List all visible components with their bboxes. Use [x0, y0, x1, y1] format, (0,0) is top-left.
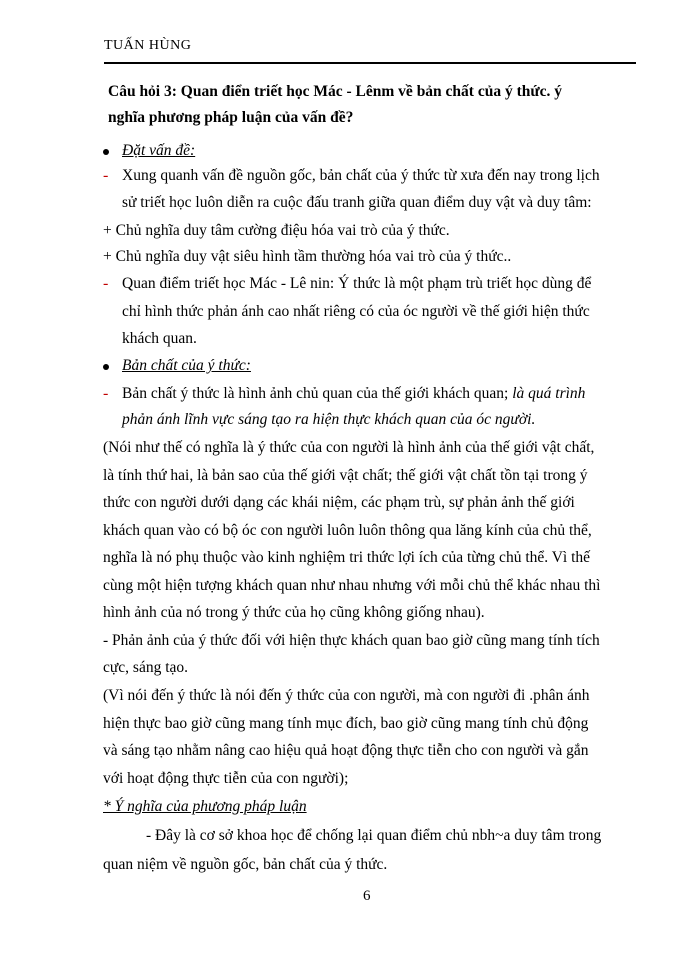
paragraph-line: và sáng tạo nhằm nâng cao hiệu quả hoạt động thực tiễn cho con người và gắn [103, 742, 589, 759]
header-title: TUẤN HÙNG [104, 38, 192, 53]
paragraph-line [122, 384, 585, 404]
bullet-icon [103, 364, 109, 370]
section-heading-y-nghia: * Ý nghĩa của phương pháp luận [103, 798, 307, 815]
paragraph-line: sử triết học luôn diễn ra cuộc đấu tranh giữa quan điểm duy vật và duy tâm: [122, 194, 592, 211]
paragraph-line: cực, sáng tạo. [103, 659, 189, 676]
question-title-line1: Câu hỏi 3: Quan điển triết học Mác - Lênm về bản chất của ý thức. ý [108, 83, 563, 100]
dash-marker: - [103, 167, 109, 184]
paragraph-line: khách quan. [122, 330, 197, 347]
section-heading-dat-van-de: Đặt vấn đề: [122, 142, 196, 159]
paragraph-line: - Đây là cơ sở khoa học để chống lại quan điểm chủ nbh~a duy tâm trong [146, 827, 602, 844]
page-header [104, 38, 636, 64]
paragraph-line: với hoạt động thực tiễn của con người); [103, 770, 349, 787]
paragraph-line: hiện thực bao giờ cũng mang tính mục đích, bao giờ cũng mang tính chủ động [103, 715, 589, 732]
paragraph-line: quan niệm về nguồn gốc, bản chất của ý thức. [103, 856, 388, 873]
paragraph-line: là tính thứ hai, là bản sao của thế giới vật chất; thế giới vật chất tồn tại trong ý [103, 467, 588, 484]
plus-item: + Chủ nghĩa duy vật siêu hình tầm thường hóa vai trò của ý thức.. [103, 248, 512, 265]
paragraph-line: khách quan vào có bộ óc con người luôn luôn thông qua lăng kính của chủ thể, [103, 522, 592, 539]
section-heading-ban-chat: Bản chất của ý thức: [122, 357, 251, 374]
paragraph-line: thức con người dưới dạng các khái niệm, các phạm trù, sự phản ảnh thế giới [103, 494, 575, 511]
paragraph-line: hình ảnh của nó trong ý thức của họ cũng không giống nhau). [103, 604, 485, 621]
bullet-icon [103, 149, 109, 155]
paragraph-line: nghĩa là nó phụ thuộc vào kinh nghiệm tri thức lợi ích của từng chủ thể. Vì thế [103, 549, 591, 566]
paragraph-line: (Nói như thế có nghĩa là ý thức của con người là hình ảnh của thế giới vật chất, [103, 439, 595, 456]
paragraph-line: (Vì nói đến ý thức là nói đến ý thức của con người, mà con người đi .phân ánh [103, 687, 590, 704]
dash-marker: - [103, 275, 109, 292]
text-run: Bản chất ý thức là hình ảnh chủ quan của thế giới khách quan; [122, 385, 513, 402]
paragraph-line: Quan điểm triết học Mác - Lê nin: Ý thức là một phạm trù triết học dùng để [122, 275, 592, 292]
question-title-line2: nghĩa phương pháp luận của vấn đề? [108, 109, 354, 126]
page-number: 6 [363, 888, 371, 904]
text-run-italic: là quá trình [512, 385, 586, 402]
paragraph-line: phản ánh lĩnh vực sáng tạo ra hiện thực khách quan của óc người. [122, 411, 536, 428]
plus-item: + Chủ nghĩa duy tâm cường điệu hóa vai trò của ý thức. [103, 222, 450, 239]
paragraph-line: chỉ hình thức phản ánh cao nhất riêng có của óc người về thế giới hiện thức [122, 303, 590, 320]
dash-marker: - [103, 385, 109, 402]
paragraph-line: Xung quanh vấn đề nguồn gốc, bản chất của ý thức từ xưa đến nay trong lịch [122, 167, 600, 184]
paragraph-line: cùng một hiện tượng khách quan như nhau nhưng với mỗi chủ thể khác nhau thì [103, 577, 601, 594]
paragraph-line: - Phản ảnh của ý thức đối với hiện thực khách quan bao giờ cũng mang tính tích [103, 632, 600, 649]
